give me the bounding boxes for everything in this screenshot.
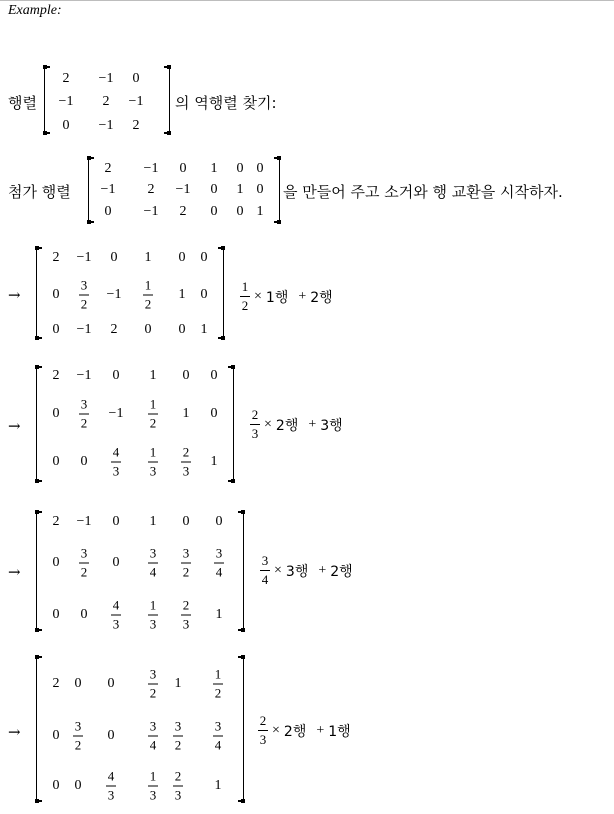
matrix-entry: −1 [143, 161, 159, 176]
matrix-entry: 0 [200, 287, 208, 302]
augment-suffix: 을 만들어 주고 소거와 행 교환을 시작하자. [283, 183, 563, 201]
matrix-entry: 2 3 [182, 444, 190, 479]
left-bracket [36, 511, 42, 631]
left-bracket [36, 247, 42, 339]
matrix-entry: 3 2 [80, 277, 88, 312]
matrix-entry: 0 [52, 287, 60, 302]
matrix-entry: 0 [112, 368, 120, 383]
step-3-matrix [36, 511, 244, 631]
step-4-arrow: → [8, 723, 21, 741]
matrix-entry: 0 [110, 250, 118, 265]
matrix-entry: 0 [215, 514, 223, 529]
intro-suffix: 의 역행렬 찾기: [175, 94, 277, 112]
matrix-entry: 4 3 [107, 768, 115, 803]
source-row: 3행 [285, 563, 309, 580]
step-3-arrow: → [8, 563, 21, 581]
op-fraction: $\frac{2}{3}$ [259, 713, 267, 747]
intro-matrix [44, 66, 170, 134]
matrix-entry: 3 2 [80, 545, 88, 580]
plus-sign: + [298, 288, 307, 304]
step-2-matrix [36, 366, 234, 482]
source-row: 2행 [283, 723, 307, 740]
matrix-entry: 0 [52, 555, 60, 570]
step-4-operation [258, 714, 351, 747]
matrix-entry: 0 [52, 322, 60, 337]
plus-sign: + [308, 416, 317, 432]
left-bracket [44, 66, 50, 134]
matrix-entry: 4 3 [112, 444, 120, 479]
matrix-entry: 0 [256, 161, 264, 176]
matrix-entry: 0 [62, 118, 70, 133]
intro-prefix: 행렬 [8, 94, 37, 112]
matrix-entry: 0 [52, 778, 60, 793]
matrix-entry: 0 [112, 514, 120, 529]
step-1-operation [240, 280, 333, 313]
source-row: 2행 [275, 417, 299, 434]
left-bracket [36, 366, 42, 482]
right-bracket [164, 66, 170, 134]
plus-sign: + [318, 562, 327, 578]
step-1-matrix [36, 247, 224, 339]
matrix-entry: 0 [74, 676, 82, 691]
matrix-entry: 0 [104, 204, 112, 219]
matrix-entry: 2 [52, 368, 60, 383]
matrix-entry: 3 4 [214, 718, 222, 753]
matrix-entry: 1 [144, 250, 152, 265]
target-row: 2행 [310, 289, 333, 306]
matrix-entry: −1 [128, 94, 144, 109]
matrix-entry: 2 [52, 514, 60, 529]
matrix-entry: 0 [52, 728, 60, 743]
matrix-entry: 2 [104, 161, 112, 176]
matrix-entry: 2 [102, 94, 110, 109]
matrix-entry: 0 [179, 161, 187, 176]
matrix-entry: −1 [98, 118, 114, 133]
matrix-entry: 0 [132, 71, 140, 86]
matrix-entry: 2 [52, 250, 60, 265]
matrix-entry: 1 [210, 454, 218, 469]
top-rule [0, 0, 614, 1]
matrix-entry: 1 2 [144, 277, 152, 312]
times-sign: × [254, 288, 262, 304]
matrix-entry: 1 [210, 161, 218, 176]
matrix-entry: 0 [236, 161, 244, 176]
op-fraction: $\frac{3}{4}$ [261, 553, 269, 587]
matrix-entry: 3 4 [215, 545, 223, 580]
source-row: 1행 [265, 289, 289, 306]
matrix-entry: 3 2 [182, 545, 190, 580]
matrix-entry: 1 3 [149, 444, 157, 479]
matrix-entry: 0 [107, 728, 115, 743]
example-label: Example: [8, 3, 62, 18]
augment-prefix: 첨가 행렬 [8, 183, 71, 201]
right-bracket [238, 511, 244, 631]
right-bracket [218, 247, 224, 339]
matrix-entry: 4 3 [112, 597, 120, 632]
matrix-entry: −1 [76, 514, 92, 529]
matrix-entry: 0 [182, 514, 190, 529]
matrix-entry: −1 [76, 250, 92, 265]
matrix-entry: −1 [76, 368, 92, 383]
matrix-entry: 1 [200, 322, 208, 337]
matrix-entry: 3 2 [149, 666, 157, 701]
matrix-entry: 0 [256, 182, 264, 197]
right-bracket [238, 656, 244, 802]
right-bracket [274, 157, 280, 223]
step-1-arrow: → [8, 286, 21, 304]
matrix-entry: 0 [74, 778, 82, 793]
matrix-entry: 1 [174, 676, 182, 691]
matrix-entry: 2 [179, 204, 187, 219]
matrix-entry: 0 [52, 454, 60, 469]
matrix-entry: 1 [236, 182, 244, 197]
matrix-entry: 0 [52, 607, 60, 622]
target-row: 2행 [330, 563, 353, 580]
right-bracket [228, 366, 234, 482]
matrix-entry: 1 [215, 607, 223, 622]
left-bracket [88, 157, 94, 223]
matrix-entry: −1 [175, 182, 191, 197]
matrix-entry: 0 [52, 406, 60, 421]
matrix-entry: 2 [147, 182, 155, 197]
matrix-entry: 0 [236, 204, 244, 219]
matrix-entry: 1 [149, 514, 157, 529]
step-2-operation [250, 408, 343, 441]
op-fraction: $\frac{2}{3}$ [251, 407, 259, 441]
matrix-entry: 1 3 [149, 597, 157, 632]
matrix-entry: 2 [132, 118, 140, 133]
matrix-entry: 3 4 [149, 545, 157, 580]
step-4-matrix [36, 656, 244, 802]
matrix-entry: 1 [214, 778, 222, 793]
matrix-entry: 1 [178, 287, 186, 302]
op-fraction: $\frac{1}{2}$ [241, 279, 249, 313]
times-sign: × [264, 416, 272, 432]
matrix-entry: 1 2 [149, 396, 157, 431]
matrix-entry: 0 [112, 555, 120, 570]
matrix-entry: 3 2 [80, 396, 88, 431]
matrix-entry: 0 [210, 368, 218, 383]
augmented-matrix [88, 157, 280, 223]
matrix-entry: 1 3 [149, 768, 157, 803]
matrix-entry: 0 [210, 406, 218, 421]
matrix-entry: −1 [58, 94, 74, 109]
matrix-entry: 0 [200, 250, 208, 265]
matrix-entry: 0 [178, 322, 186, 337]
matrix-entry: 3 4 [149, 718, 157, 753]
matrix-entry: 0 [80, 454, 88, 469]
matrix-entry: 1 [149, 368, 157, 383]
matrix-entry: 1 2 [214, 666, 222, 701]
matrix-entry: 3 2 [174, 718, 182, 753]
matrix-entry: −1 [76, 322, 92, 337]
matrix-entry: 1 [256, 204, 264, 219]
step-3-operation [260, 554, 353, 587]
matrix-entry: 3 2 [74, 718, 82, 753]
matrix-entry: −1 [100, 182, 116, 197]
step-2-arrow: → [8, 417, 21, 435]
matrix-entry: −1 [98, 71, 114, 86]
matrix-entry: 2 3 [182, 597, 190, 632]
matrix-entry: 0 [210, 182, 218, 197]
matrix-entry: 2 [62, 71, 70, 86]
matrix-entry: −1 [106, 287, 122, 302]
matrix-entry: 0 [210, 204, 218, 219]
matrix-entry: 2 [52, 676, 60, 691]
plus-sign: + [316, 722, 325, 738]
matrix-entry: 1 [182, 406, 190, 421]
matrix-entry: 0 [178, 250, 186, 265]
matrix-entry: 0 [144, 322, 152, 337]
matrix-entry: −1 [143, 204, 159, 219]
target-row: 1행 [328, 723, 351, 740]
matrix-entry: −1 [108, 406, 124, 421]
times-sign: × [274, 562, 282, 578]
matrix-entry: 2 3 [174, 768, 182, 803]
times-sign: × [272, 722, 280, 738]
matrix-entry: 0 [80, 607, 88, 622]
left-bracket [36, 656, 42, 802]
matrix-entry: 2 [110, 322, 118, 337]
matrix-entry: 0 [107, 676, 115, 691]
matrix-entry: 0 [182, 368, 190, 383]
target-row: 3행 [320, 417, 343, 434]
